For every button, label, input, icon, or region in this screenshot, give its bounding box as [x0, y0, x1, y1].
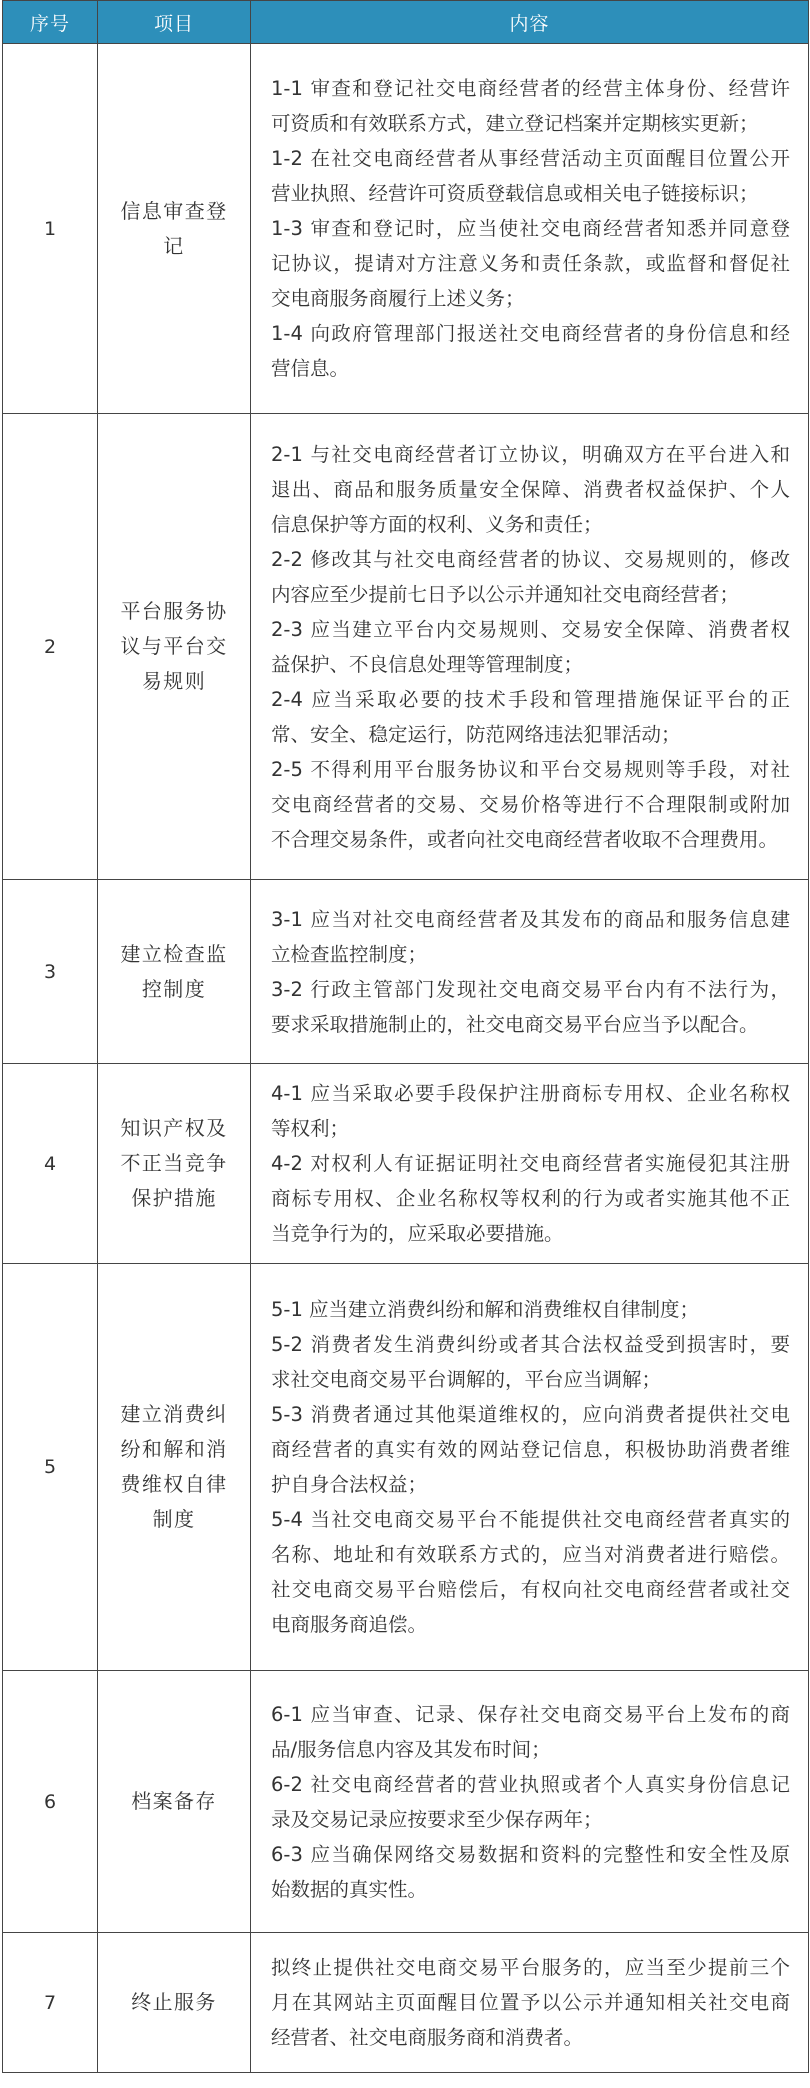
clause: [271, 1397, 790, 1502]
clause-line: 护自身合法权益；: [271, 1473, 428, 1496]
clause-line: 内容应至少提前七日予以公示并通知社交电商经营者；: [271, 582, 740, 606]
row-item-label: 建立检查监控制度: [120, 941, 228, 1001]
row-index: 7: [3, 1933, 98, 2073]
clause-line: 退出、商品和服务质量安全保障、消费者权益保护、个人: [271, 477, 790, 501]
row-item-label: 终止服务: [131, 1990, 217, 2014]
table-row: [3, 1264, 809, 1671]
clause-line: 交电商服务商履行上述义务；: [271, 287, 525, 310]
clause: [271, 71, 790, 141]
clause: [271, 141, 790, 211]
clause: [271, 1950, 790, 2055]
clause-line: 营业执照、经营许可资质登载信息或相关电子链接标识；: [271, 182, 759, 205]
clause-line: 6-3 应当确保网络交易数据和资料的完整性和安全性及原: [271, 1842, 790, 1866]
row-item-label: 建立消费纠纷和解和消费维权自律制度: [120, 1402, 228, 1531]
clause-line: 常、安全、稳定运行，防范网络违法犯罪活动；: [271, 722, 681, 746]
row-item-label: 知识产权及不正当竞争保护措施: [120, 1116, 228, 1210]
clause-line: 商标专用权、企业名称权等权利的行为或者实施其他不正: [271, 1187, 790, 1210]
row-item: [98, 880, 251, 1064]
clause-line: 5-4 当社交电商交易平台不能提供社交电商经营者真实的: [271, 1508, 790, 1531]
clause: [271, 612, 790, 682]
clause-line: 营信息。: [271, 357, 350, 380]
table-row: [3, 44, 809, 414]
clause-line: 3-1 应当对社交电商经营者及其发布的商品和服务信息建: [271, 907, 790, 931]
clause: [271, 752, 790, 857]
clause-line: 益保护、不良信息处理等管理制度；: [271, 652, 584, 676]
row-item: [98, 1264, 251, 1671]
clause: [271, 211, 790, 316]
row-item: [98, 1933, 251, 2073]
row-item-label: 信息审查登记: [120, 198, 228, 258]
row-content: [251, 1671, 809, 1933]
row-item: [98, 1671, 251, 1933]
clause-line: 可资质和有效联系方式，建立登记档案并定期核实更新；: [271, 112, 759, 135]
row-content: [251, 44, 809, 414]
clause-line: 3-2 行政主管部门发现社交电商交易平台内有不法行为，: [271, 977, 790, 1001]
clause-line: 2-1 与社交电商经营者订立协议，明确双方在平台进入和: [271, 442, 790, 466]
clause-line: 2-5 不得利用平台服务协议和平台交易规则等手段，对社: [271, 757, 790, 781]
clause-line: 2-3 应当建立平台内交易规则、交易安全保障、消费者权: [271, 617, 790, 641]
clause: [271, 972, 790, 1042]
clause-line: 求社交电商交易平台调解的，平台应当调解；: [271, 1368, 662, 1391]
clause-line: 等权利；: [271, 1117, 350, 1140]
header-content: 内容: [251, 1, 809, 44]
clause-line: 社交电商交易平台赔偿后，有权向社交电商经营者或社交: [271, 1578, 790, 1601]
clause-line: 不合理交易条件，或者向社交电商经营者收取不合理费用。: [271, 827, 779, 851]
clause-line: 2-2 修改其与社交电商经营者的协议、交易规则的，修改: [271, 547, 790, 571]
clause-line: 商经营者的真实有效的网站登记信息，积极协助消费者维: [271, 1438, 790, 1461]
table-row: [3, 414, 809, 880]
clause: [271, 1697, 790, 1767]
row-item-label: 档案备存: [131, 1789, 217, 1813]
clause-line: 4-2 对权利人有证据证明社交电商经营者实施侵犯其注册: [271, 1152, 790, 1175]
table-header: [3, 1, 809, 44]
clause-line: 1-1 审查和登记社交电商经营者的经营主体身份、经营许: [271, 77, 790, 100]
row-index: 5: [3, 1264, 98, 1671]
row-item-label: 平台服务协议与平台交易规则: [120, 599, 228, 693]
row-index: 6: [3, 1671, 98, 1933]
clause: [271, 1767, 790, 1837]
clause-line: 1-2 在社交电商经营者从事经营活动主页面醒目位置公开: [271, 147, 790, 170]
clause: [271, 1502, 790, 1642]
clause: [271, 1837, 790, 1907]
clause: [271, 316, 790, 386]
clause-line: 经营者、社交电商服务商和消费者。: [271, 2026, 584, 2049]
clause-line: 1-4 向政府管理部门报送社交电商经营者的身份信息和经: [271, 322, 790, 345]
clause: [271, 682, 790, 752]
clause: [271, 902, 790, 972]
row-content: [251, 1264, 809, 1671]
clause-line: 信息保护等方面的权利、义务和责任；: [271, 512, 603, 536]
clause-line: 交电商经营者的交易、交易价格等进行不合理限制或附加: [271, 792, 790, 816]
row-content: [251, 1933, 809, 2073]
clause: [271, 542, 790, 612]
row-index: 2: [3, 414, 98, 880]
clause-line: 名称、地址和有效联系方式的，应当对消费者进行赔偿。: [271, 1543, 790, 1566]
table-row: [3, 1933, 809, 2073]
clause-line: 立检查监控制度；: [271, 942, 428, 966]
row-content: [251, 1064, 809, 1264]
row-item: [98, 44, 251, 414]
row-item: [98, 414, 251, 880]
clause-line: 要求采取措施制止的，社交电商交易平台应当予以配合。: [271, 1012, 759, 1036]
row-content: [251, 880, 809, 1064]
clause-line: 6-1 应当审查、记录、保存社交电商交易平台上发布的商: [271, 1702, 790, 1726]
clause: [271, 437, 790, 542]
clause-line: 品/服务信息内容及其发布时间；: [271, 1737, 551, 1761]
clause-line: 记协议，提请对方注意义务和责任条款，或监督和督促社: [271, 252, 790, 275]
header-index: 序号: [3, 1, 98, 44]
clause: [271, 1327, 790, 1397]
table-row: [3, 880, 809, 1064]
clause-line: 5-2 消费者发生消费纠纷或者其合法权益受到损害时，要: [271, 1333, 790, 1356]
table-row: [3, 1671, 809, 1933]
clause-line: 当竞争行为的，应采取必要措施。: [271, 1222, 564, 1245]
row-index: 1: [3, 44, 98, 414]
clause-line: 2-4 应当采取必要的技术手段和管理措施保证平台的正: [271, 687, 790, 711]
clause-line: 始数据的真实性。: [271, 1877, 428, 1901]
row-item: [98, 1064, 251, 1264]
row-index: 3: [3, 880, 98, 1064]
clause-line: 电商服务商追偿。: [271, 1613, 428, 1636]
clause-line: 5-3 消费者通过其他渠道维权的，应向消费者提供社交电: [271, 1403, 790, 1426]
row-content: [251, 414, 809, 880]
header-item: 项目: [98, 1, 251, 44]
clause-line: 6-2 社交电商经营者的营业执照或者个人真实身份信息记: [271, 1772, 790, 1796]
clause-line: 1-3 审查和登记时，应当使社交电商经营者知悉并同意登: [271, 217, 790, 240]
row-index: 4: [3, 1064, 98, 1264]
table-row: [3, 1064, 809, 1264]
clause-line: 4-1 应当采取必要手段保护注册商标专用权、企业名称权: [271, 1082, 790, 1105]
clause: [271, 1076, 790, 1146]
content-table: [2, 0, 809, 2073]
clause-line: 录及交易记录应按要求至少保存两年；: [271, 1807, 603, 1831]
clause-line: 拟终止提供社交电商交易平台服务的，应当至少提前三个: [271, 1956, 790, 1979]
clause-line: 5-1 应当建立消费纠纷和解和消费维权自律制度；: [271, 1298, 700, 1321]
clause: [271, 1146, 790, 1251]
clause: [271, 1292, 790, 1327]
clause-line: 月在其网站主页面醒目位置予以公示并通知相关社交电商: [271, 1991, 790, 2014]
